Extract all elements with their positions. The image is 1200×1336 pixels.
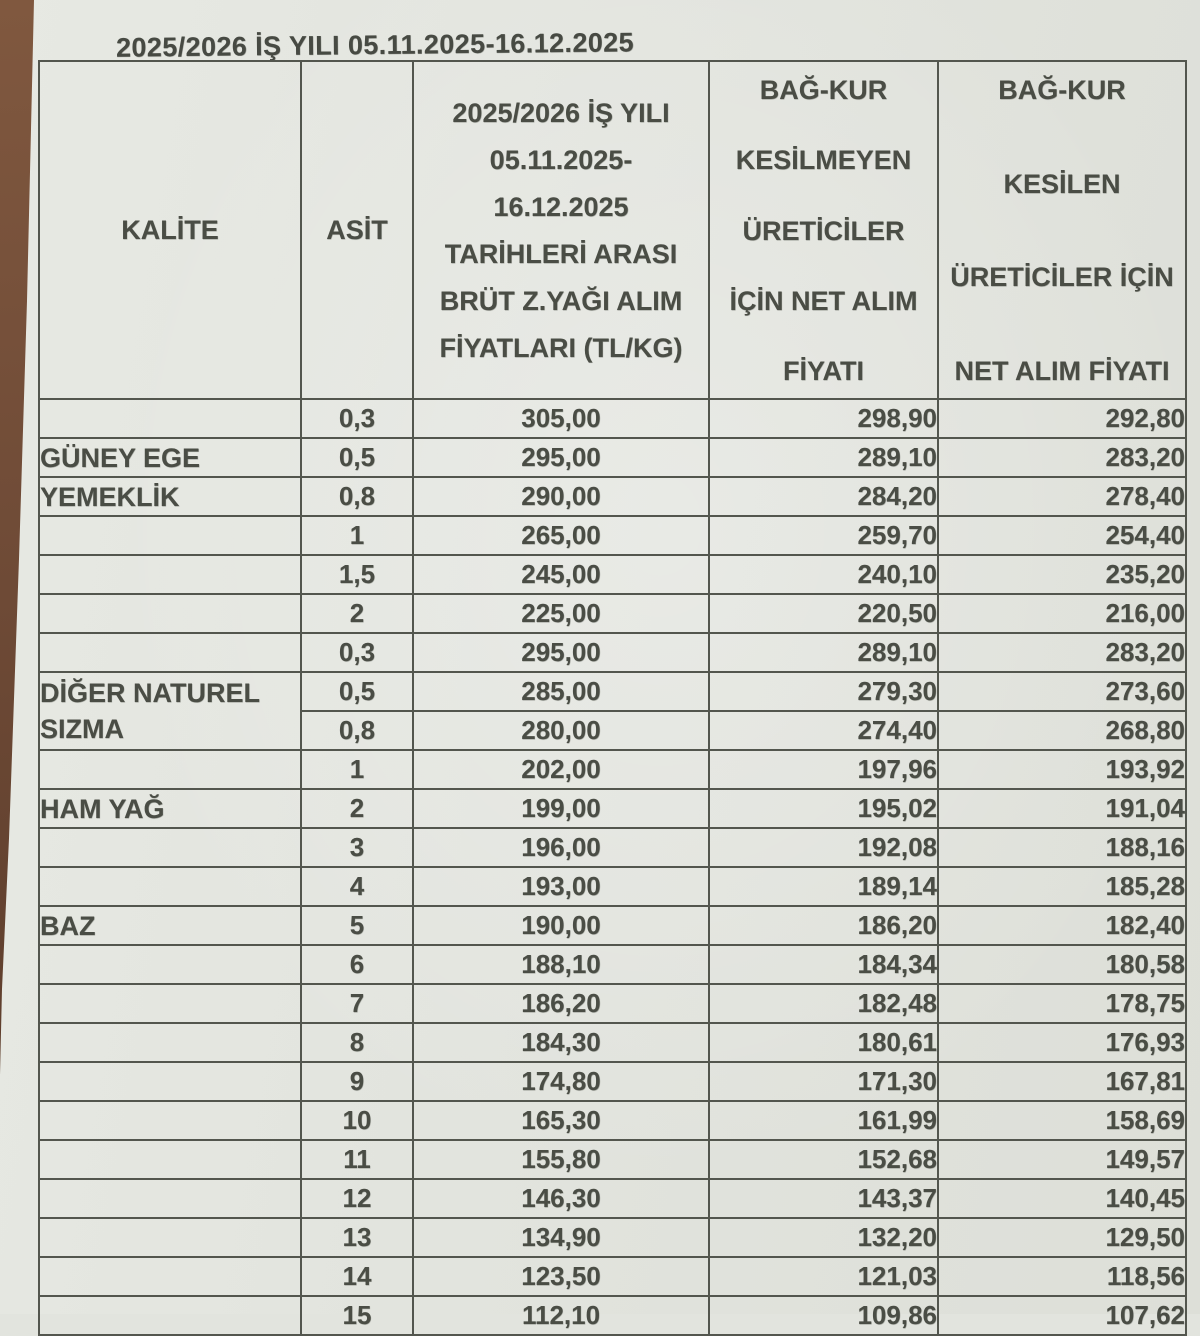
table-row bbox=[39, 1179, 1186, 1218]
net-kesilmeyen-cell: 182,48 bbox=[709, 984, 938, 1023]
net-kesilen-cell: 158,69 bbox=[938, 1101, 1186, 1140]
brut-price-cell: 112,10 bbox=[413, 1296, 709, 1335]
asit-cell: 11 bbox=[301, 1140, 413, 1179]
net-kesilmeyen-cell: 195,02 bbox=[709, 789, 938, 828]
table-row bbox=[39, 1218, 1186, 1257]
kalite-cell bbox=[39, 1179, 301, 1218]
net-kesilmeyen-cell: 161,99 bbox=[709, 1101, 938, 1140]
brut-price-cell: 199,00 bbox=[413, 789, 709, 828]
table-row bbox=[39, 750, 1186, 789]
kalite-cell bbox=[39, 477, 301, 516]
table-row bbox=[39, 516, 1186, 555]
table-row bbox=[39, 1140, 1186, 1179]
net-kesilen-cell: 235,20 bbox=[938, 555, 1186, 594]
kalite-cell bbox=[39, 789, 301, 828]
brut-price-cell: 295,00 bbox=[413, 633, 709, 672]
net-kesilen-cell: 216,00 bbox=[938, 594, 1186, 633]
net-kesilmeyen-cell: 289,10 bbox=[709, 438, 938, 477]
kalite-cell bbox=[39, 984, 301, 1023]
brut-price-cell: 190,00 bbox=[413, 906, 709, 945]
header-line: FİYATLARI (TL/KG) bbox=[439, 333, 683, 363]
table-header bbox=[39, 61, 1186, 399]
asit-cell: 10 bbox=[301, 1101, 413, 1140]
table-row bbox=[39, 399, 1186, 438]
net-kesilen-cell: 167,81 bbox=[938, 1062, 1186, 1101]
table-row bbox=[39, 438, 1186, 477]
brut-price-cell: 165,30 bbox=[413, 1101, 709, 1140]
header-line: İÇİN NET ALIM bbox=[729, 285, 918, 316]
table-row bbox=[39, 1062, 1186, 1101]
brut-price-cell: 134,90 bbox=[413, 1218, 709, 1257]
net-kesilen-cell: 283,20 bbox=[938, 438, 1186, 477]
brut-price-cell: 225,00 bbox=[413, 594, 709, 633]
net-kesilen-cell: 273,60 bbox=[938, 672, 1186, 711]
asit-cell: 4 bbox=[301, 867, 413, 906]
net-kesilen-cell: 149,57 bbox=[938, 1140, 1186, 1179]
net-kesilen-cell: 254,40 bbox=[938, 516, 1186, 555]
kalite-cell bbox=[39, 828, 301, 867]
price-table-body bbox=[39, 399, 1186, 1335]
kalite-cell bbox=[39, 945, 301, 984]
net-kesilen-cell: 182,40 bbox=[938, 906, 1186, 945]
net-kesilmeyen-cell: 284,20 bbox=[709, 477, 938, 516]
header-line: 05.11.2025- bbox=[489, 145, 633, 175]
net-kesilmeyen-cell: 220,50 bbox=[709, 594, 938, 633]
asit-cell: 0,8 bbox=[301, 711, 413, 750]
kalite-cell bbox=[39, 555, 301, 594]
brut-price-cell: 184,30 bbox=[413, 1023, 709, 1062]
header-asit-label: ASİT bbox=[326, 214, 388, 245]
asit-cell: 8 bbox=[301, 1023, 413, 1062]
table-row bbox=[39, 555, 1186, 594]
header-line: BRÜT Z.YAĞI ALIM bbox=[439, 286, 683, 316]
table-row bbox=[39, 477, 1186, 516]
asit-cell: 0,5 bbox=[301, 438, 413, 477]
asit-cell: 3 bbox=[301, 828, 413, 867]
table-row bbox=[39, 1257, 1186, 1296]
brut-price-cell: 196,00 bbox=[413, 828, 709, 867]
asit-cell: 5 bbox=[301, 906, 413, 945]
net-kesilen-cell: 140,45 bbox=[938, 1179, 1186, 1218]
net-kesilmeyen-cell: 121,03 bbox=[709, 1257, 938, 1296]
header-line: NET ALIM FİYATI bbox=[954, 355, 1170, 386]
asit-cell: 0,5 bbox=[301, 672, 413, 711]
asit-cell: 0,3 bbox=[301, 399, 413, 438]
kalite-cell bbox=[39, 750, 301, 789]
asit-cell: 0,3 bbox=[301, 633, 413, 672]
header-line: FİYATI bbox=[782, 356, 864, 386]
kalite-label-line: SIZMA bbox=[40, 714, 124, 744]
brut-price-cell: 295,00 bbox=[413, 438, 709, 477]
kalite-cell bbox=[39, 1023, 301, 1062]
net-kesilmeyen-cell: 184,34 bbox=[709, 945, 938, 984]
header-line: BAĞ-KUR bbox=[998, 75, 1126, 105]
brut-price-cell: 155,80 bbox=[413, 1140, 709, 1179]
kalite-label-line: HAM YAĞ bbox=[40, 793, 165, 824]
table-row bbox=[39, 828, 1186, 867]
net-kesilen-cell: 107,62 bbox=[938, 1296, 1186, 1335]
net-kesilmeyen-cell: 189,14 bbox=[709, 867, 938, 906]
net-kesilen-cell: 283,20 bbox=[938, 633, 1186, 672]
kalite-cell bbox=[39, 633, 301, 672]
net-kesilmeyen-cell: 289,10 bbox=[709, 633, 938, 672]
net-kesilen-cell: 185,28 bbox=[938, 867, 1186, 906]
net-kesilen-cell: 188,16 bbox=[938, 828, 1186, 867]
net-kesilmeyen-cell: 109,86 bbox=[709, 1296, 938, 1335]
kalite-cell bbox=[39, 438, 301, 477]
table-row bbox=[39, 594, 1186, 633]
net-kesilmeyen-cell: 197,96 bbox=[709, 750, 938, 789]
table-row bbox=[39, 984, 1186, 1023]
brut-price-cell: 146,30 bbox=[413, 1179, 709, 1218]
header-brut-price bbox=[413, 61, 709, 399]
net-kesilmeyen-cell: 192,08 bbox=[709, 828, 938, 867]
kalite-cell bbox=[39, 672, 301, 750]
asit-cell: 9 bbox=[301, 1062, 413, 1101]
asit-cell: 6 bbox=[301, 945, 413, 984]
brut-price-cell: 265,00 bbox=[413, 516, 709, 555]
header-line: KESİLEN bbox=[1003, 168, 1121, 199]
header-line: ÜRETİCİLER bbox=[742, 215, 905, 246]
kalite-cell bbox=[39, 1296, 301, 1335]
header-line: BAĞ-KUR bbox=[759, 75, 888, 105]
kalite-cell bbox=[39, 1062, 301, 1101]
net-kesilmeyen-cell: 143,37 bbox=[709, 1179, 938, 1218]
table-row bbox=[39, 945, 1186, 984]
net-kesilmeyen-cell: 186,20 bbox=[709, 906, 938, 945]
net-kesilen-cell: 176,93 bbox=[938, 1023, 1186, 1062]
asit-cell: 0,8 bbox=[301, 477, 413, 516]
header-kalite bbox=[39, 61, 301, 399]
table-row bbox=[39, 789, 1186, 828]
table-row bbox=[39, 906, 1186, 945]
brut-price-cell: 186,20 bbox=[413, 984, 709, 1023]
asit-cell: 12 bbox=[301, 1179, 413, 1218]
table-row bbox=[39, 1101, 1186, 1140]
brut-price-cell: 305,00 bbox=[413, 399, 709, 438]
net-kesilen-cell: 193,92 bbox=[938, 750, 1186, 789]
net-kesilen-cell: 268,80 bbox=[938, 711, 1186, 750]
net-kesilmeyen-cell: 240,10 bbox=[709, 555, 938, 594]
header-bagkur-kesilmeyen bbox=[709, 61, 938, 399]
net-kesilmeyen-cell: 152,68 bbox=[709, 1140, 938, 1179]
brut-price-cell: 188,10 bbox=[413, 945, 709, 984]
net-kesilmeyen-cell: 259,70 bbox=[709, 516, 938, 555]
brut-price-cell: 174,80 bbox=[413, 1062, 709, 1101]
header-line: ÜRETİCİLER İÇİN bbox=[950, 262, 1174, 293]
brut-price-cell: 285,00 bbox=[413, 672, 709, 711]
net-kesilen-cell: 278,40 bbox=[938, 477, 1186, 516]
asit-cell: 2 bbox=[301, 789, 413, 828]
net-kesilen-cell: 178,75 bbox=[938, 984, 1186, 1023]
header-line: 16.12.2025 bbox=[493, 192, 629, 222]
asit-cell: 15 bbox=[301, 1296, 413, 1335]
table-row bbox=[39, 1023, 1186, 1062]
net-kesilmeyen-cell: 279,30 bbox=[709, 672, 938, 711]
kalite-cell bbox=[39, 1101, 301, 1140]
net-kesilen-cell: 180,58 bbox=[938, 945, 1186, 984]
header-kalite-label: KALİTE bbox=[121, 214, 219, 245]
table-row bbox=[39, 1296, 1186, 1335]
brut-price-cell: 193,00 bbox=[413, 867, 709, 906]
kalite-label-line: BAZ bbox=[40, 910, 96, 941]
brut-price-cell: 123,50 bbox=[413, 1257, 709, 1296]
header-asit bbox=[301, 61, 413, 399]
net-kesilen-cell: 191,04 bbox=[938, 789, 1186, 828]
price-table bbox=[38, 60, 1187, 1336]
table-row bbox=[39, 633, 1186, 672]
header-row bbox=[39, 61, 1186, 399]
asit-cell: 14 bbox=[301, 1257, 413, 1296]
asit-cell: 13 bbox=[301, 1218, 413, 1257]
asit-cell: 1,5 bbox=[301, 555, 413, 594]
net-kesilen-cell: 129,50 bbox=[938, 1218, 1186, 1257]
brut-price-cell: 290,00 bbox=[413, 477, 709, 516]
asit-cell: 1 bbox=[301, 516, 413, 555]
header-bagkur-kesilen bbox=[938, 61, 1186, 399]
kalite-cell bbox=[39, 1257, 301, 1296]
brut-price-cell: 202,00 bbox=[413, 750, 709, 789]
header-line: KESİLMEYEN bbox=[735, 145, 912, 176]
kalite-label-line: GÜNEY EGE bbox=[40, 442, 201, 473]
kalite-label-line: DİĞER NATUREL bbox=[40, 678, 260, 708]
brut-price-cell: 280,00 bbox=[413, 711, 709, 750]
net-kesilmeyen-cell: 298,90 bbox=[709, 399, 938, 438]
brut-price-cell: 245,00 bbox=[413, 555, 709, 594]
asit-cell: 7 bbox=[301, 984, 413, 1023]
table-row bbox=[39, 867, 1186, 906]
document-title: 2025/2026 İŞ YILI 05.11.2025-16.12.2025 bbox=[115, 27, 635, 63]
kalite-cell bbox=[39, 516, 301, 555]
kalite-cell bbox=[39, 594, 301, 633]
asit-cell: 1 bbox=[301, 750, 413, 789]
asit-cell: 2 bbox=[301, 594, 413, 633]
kalite-cell bbox=[39, 867, 301, 906]
header-line: TARİHLERİ ARASI bbox=[444, 239, 678, 269]
net-kesilmeyen-cell: 132,20 bbox=[709, 1218, 938, 1257]
kalite-cell bbox=[39, 1218, 301, 1257]
kalite-label-line: YEMEKLİK bbox=[40, 481, 180, 512]
net-kesilmeyen-cell: 274,40 bbox=[709, 711, 938, 750]
kalite-cell bbox=[39, 1140, 301, 1179]
header-line: 2025/2026 İŞ YILI bbox=[452, 98, 670, 128]
kalite-cell bbox=[39, 906, 301, 945]
net-kesilen-cell: 292,80 bbox=[938, 399, 1186, 438]
table-row bbox=[39, 672, 1186, 711]
net-kesilmeyen-cell: 180,61 bbox=[709, 1023, 938, 1062]
kalite-cell bbox=[39, 399, 301, 438]
net-kesilen-cell: 118,56 bbox=[938, 1257, 1186, 1296]
net-kesilmeyen-cell: 171,30 bbox=[709, 1062, 938, 1101]
